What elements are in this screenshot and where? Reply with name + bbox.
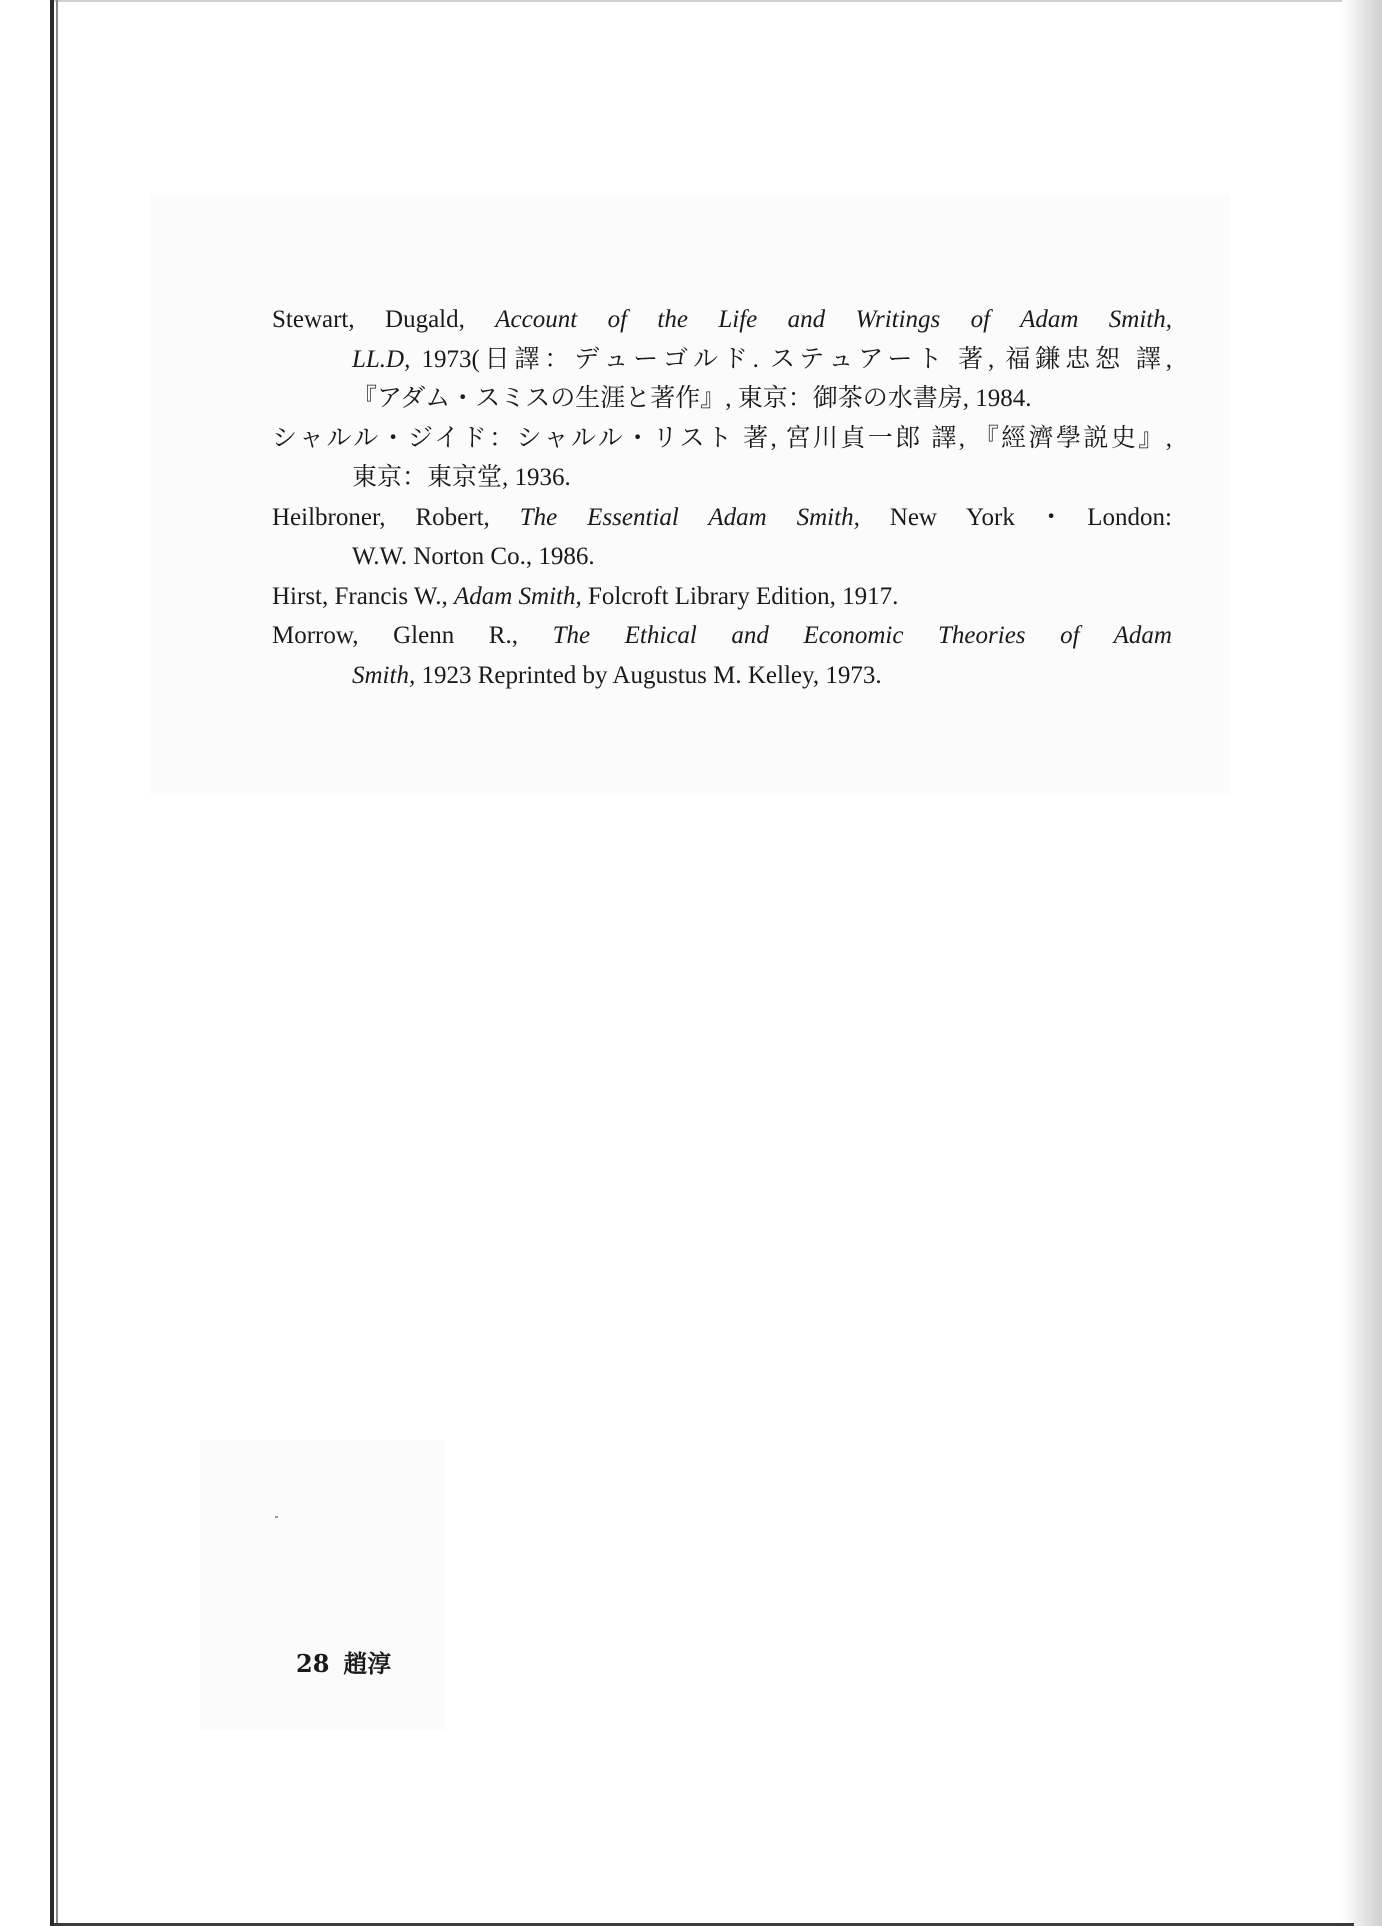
scan-speck: [275, 1516, 278, 1518]
reference-line: [272, 616, 1172, 656]
footer-author: 趙淳: [343, 1649, 392, 1678]
reference-text: 『アダム・スミスの生涯と著作』, 東京：御茶の水書房, 1984.: [352, 385, 1032, 412]
reference-text: 1923 Reprinted by Augustus M. Kelley, 1973.: [415, 661, 882, 689]
reference-title-text: Account of the Life and Writings of Adam Smith,: [495, 306, 1172, 333]
reference-entry: [272, 577, 1172, 617]
reference-title-text: Adam Smith,: [453, 582, 582, 610]
reference-text: 東京：東京堂, 1936.: [352, 464, 571, 491]
reference-text: W.W. Norton Co., 1986.: [352, 543, 595, 570]
reference-entry: [272, 300, 1172, 419]
reference-line: [272, 458, 1172, 498]
reference-line: [272, 379, 1172, 419]
page-left-edge: [50, 0, 54, 1926]
reference-title-text: The Essential Adam Smith,: [519, 503, 860, 531]
reference-text: New York・London:: [859, 503, 1172, 531]
reference-text: 1973(日譯：デューゴルド. ステュアート 著, 福鎌忠恕 譯,: [410, 345, 1172, 373]
reference-list: [272, 300, 1172, 695]
reference-line: [272, 498, 1172, 538]
page-left-edge-shadow: [56, 0, 58, 1926]
page-footer: [296, 1644, 405, 1679]
reference-text: Folcroft Library Edition, 1917.: [581, 582, 899, 610]
reference-line: [272, 656, 1172, 696]
reference-text: Heilbroner, Robert,: [272, 503, 520, 531]
reference-entry: [272, 616, 1172, 695]
page-top-border: [54, 0, 1354, 2]
reference-text: Hirst, Francis W.,: [272, 582, 454, 610]
reference-text: Stewart, Dugald,: [272, 306, 496, 333]
reference-line: [272, 537, 1172, 577]
reference-title-text: LL.D,: [352, 345, 411, 373]
footer-scan-region: [200, 1440, 445, 1730]
reference-line: [272, 340, 1172, 380]
reference-line: [272, 300, 1172, 340]
page-right-shadow: [1342, 0, 1382, 1926]
reference-text: シャルル・ジイド：シャルル・リスト 著, 宮川貞一郎 譯, 『經濟學説史』,: [272, 424, 1172, 452]
reference-title-text: Smith,: [352, 661, 416, 689]
reference-text: Morrow, Glenn R.,: [272, 622, 553, 649]
reference-entry: [272, 498, 1172, 577]
reference-line: [272, 419, 1172, 459]
page-number: 28: [296, 1649, 330, 1678]
reference-line: [272, 577, 1172, 617]
reference-title-text: The Ethical and Economic Theories of Adam: [552, 622, 1172, 649]
reference-entry: [272, 419, 1172, 498]
